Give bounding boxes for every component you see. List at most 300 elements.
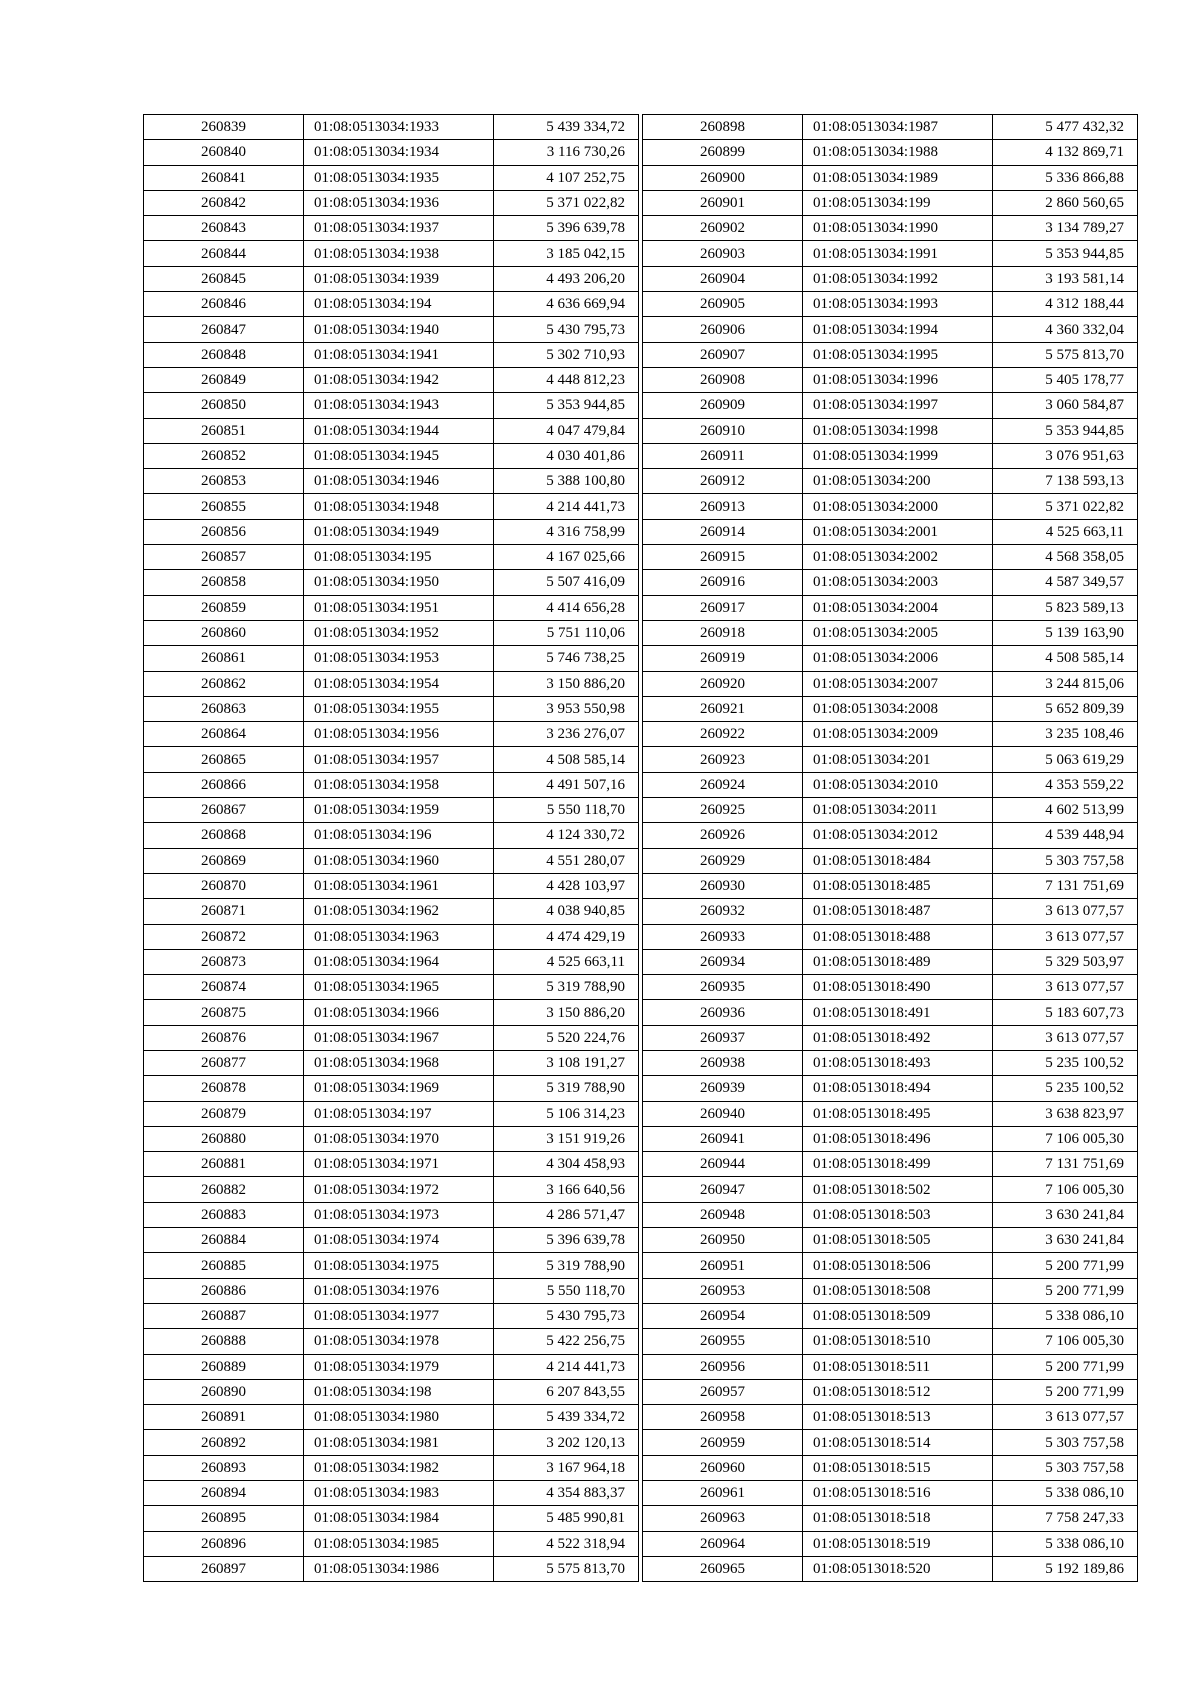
cadastral-number-cell: 01:08:0513034:1936 (304, 190, 494, 215)
cadastral-value-cell: 4 474 429,19 (494, 924, 639, 949)
table-row (144, 165, 639, 190)
cadastral-value-cell: 5 303 757,58 (993, 848, 1138, 873)
parcel-number-cell: 260849 (144, 367, 304, 392)
parcel-number-cell: 260961 (643, 1481, 803, 1506)
cadastral-value-cell: 3 630 241,84 (993, 1228, 1138, 1253)
cadastral-number-cell: 01:08:0513034:1933 (304, 115, 494, 140)
table-row (643, 342, 1138, 367)
table-row (643, 418, 1138, 443)
table-row (144, 899, 639, 924)
cadastral-value-cell: 4 539 448,94 (993, 823, 1138, 848)
cadastral-number-cell: 01:08:0513018:492 (803, 1025, 993, 1050)
table-row (144, 469, 639, 494)
table-row (643, 722, 1138, 747)
parcel-number-cell: 260956 (643, 1354, 803, 1379)
cadastral-number-cell: 01:08:0513034:1935 (304, 165, 494, 190)
table-row (144, 620, 639, 645)
cadastral-number-cell: 01:08:0513034:1965 (304, 975, 494, 1000)
table-row (643, 1481, 1138, 1506)
table-row (643, 1152, 1138, 1177)
parcel-number-cell: 260925 (643, 798, 803, 823)
cadastral-value-cell: 4 551 280,07 (494, 848, 639, 873)
table-row (643, 975, 1138, 1000)
cadastral-value-cell: 5 338 086,10 (993, 1531, 1138, 1556)
table-row (643, 190, 1138, 215)
parcel-number-cell: 260860 (144, 620, 304, 645)
parcel-number-cell: 260958 (643, 1405, 803, 1430)
cadastral-value-cell: 5 192 189,86 (993, 1556, 1138, 1581)
cadastral-number-cell: 01:08:0513034:1971 (304, 1152, 494, 1177)
parcel-number-cell: 260887 (144, 1303, 304, 1328)
parcel-number-cell: 260911 (643, 443, 803, 468)
parcel-number-cell: 260909 (643, 393, 803, 418)
cadastral-number-cell: 01:08:0513018:518 (803, 1506, 993, 1531)
cadastral-number-cell: 01:08:0513034:1972 (304, 1177, 494, 1202)
cadastral-value-cell: 5 183 607,73 (993, 1000, 1138, 1025)
cadastral-value-cell: 4 508 585,14 (993, 646, 1138, 671)
cadastral-number-cell: 01:08:0513034:1967 (304, 1025, 494, 1050)
cadastral-value-cell: 3 166 640,56 (494, 1177, 639, 1202)
table-row (643, 1379, 1138, 1404)
cadastral-number-cell: 01:08:0513034:1975 (304, 1253, 494, 1278)
parcel-number-cell: 260950 (643, 1228, 803, 1253)
cadastral-number-cell: 01:08:0513018:520 (803, 1556, 993, 1581)
parcel-number-cell: 260898 (643, 115, 803, 140)
cadastral-number-cell: 01:08:0513034:197 (304, 1101, 494, 1126)
table-row (144, 1455, 639, 1480)
cadastral-value-cell: 6 207 843,55 (494, 1379, 639, 1404)
table-row (643, 367, 1138, 392)
parcel-number-cell: 260933 (643, 924, 803, 949)
cadastral-value-cell: 5 319 788,90 (494, 975, 639, 1000)
cadastral-value-cell: 3 108 191,27 (494, 1050, 639, 1075)
parcel-number-cell: 260922 (643, 722, 803, 747)
table-row (643, 1253, 1138, 1278)
cadastral-value-cell: 7 131 751,69 (993, 1152, 1138, 1177)
cadastral-value-cell: 3 613 077,57 (993, 924, 1138, 949)
cadastral-value-cell: 7 138 593,13 (993, 469, 1138, 494)
parcel-number-cell: 260936 (643, 1000, 803, 1025)
table-row (144, 1556, 639, 1581)
parcel-number-cell: 260948 (643, 1202, 803, 1227)
table-row (643, 772, 1138, 797)
table-row (144, 241, 639, 266)
parcel-number-cell: 260874 (144, 975, 304, 1000)
cadastral-value-cell: 4 602 513,99 (993, 798, 1138, 823)
parcel-number-cell: 260859 (144, 595, 304, 620)
cadastral-number-cell: 01:08:0513034:1961 (304, 873, 494, 898)
cadastral-value-cell: 3 613 077,57 (993, 975, 1138, 1000)
cadastral-number-cell: 01:08:0513018:509 (803, 1303, 993, 1328)
table-row (643, 1455, 1138, 1480)
table-row (643, 317, 1138, 342)
parcel-number-cell: 260856 (144, 519, 304, 544)
cadastral-value-cell: 3 638 823,97 (993, 1101, 1138, 1126)
parcel-number-cell: 260940 (643, 1101, 803, 1126)
table-row (144, 1278, 639, 1303)
cadastral-number-cell: 01:08:0513034:1999 (803, 443, 993, 468)
cadastral-number-cell: 01:08:0513034:1945 (304, 443, 494, 468)
parcel-number-cell: 260866 (144, 772, 304, 797)
table-row (144, 1354, 639, 1379)
cadastral-number-cell: 01:08:0513034:1949 (304, 519, 494, 544)
table-row (643, 140, 1138, 165)
cadastral-number-cell: 01:08:0513018:505 (803, 1228, 993, 1253)
cadastral-number-cell: 01:08:0513034:1989 (803, 165, 993, 190)
parcel-number-cell: 260892 (144, 1430, 304, 1455)
table-row (643, 747, 1138, 772)
table-row (643, 1000, 1138, 1025)
parcel-number-cell: 260920 (643, 671, 803, 696)
cadastral-number-cell: 01:08:0513034:1981 (304, 1430, 494, 1455)
table-row (643, 1025, 1138, 1050)
parcel-number-cell: 260954 (643, 1303, 803, 1328)
cadastral-value-cell: 3 630 241,84 (993, 1202, 1138, 1227)
cadastral-value-cell: 4 107 252,75 (494, 165, 639, 190)
cadastral-number-cell: 01:08:0513034:1939 (304, 266, 494, 291)
parcel-number-cell: 260906 (643, 317, 803, 342)
cadastral-value-cell: 3 235 108,46 (993, 722, 1138, 747)
cadastral-value-cell: 3 236 276,07 (494, 722, 639, 747)
parcel-number-cell: 260880 (144, 1126, 304, 1151)
cadastral-value-cell: 5 422 256,75 (494, 1329, 639, 1354)
parcel-number-cell: 260884 (144, 1228, 304, 1253)
cadastral-number-cell: 01:08:0513034:2002 (803, 545, 993, 570)
table-row (144, 317, 639, 342)
cadastral-value-cell: 5 353 944,85 (993, 418, 1138, 443)
parcel-number-cell: 260862 (144, 671, 304, 696)
table-row (144, 1000, 639, 1025)
table-row (643, 1050, 1138, 1075)
table-row (643, 620, 1138, 645)
parcel-number-cell: 260953 (643, 1278, 803, 1303)
table-row (144, 1531, 639, 1556)
table-row (643, 1430, 1138, 1455)
table-row (643, 570, 1138, 595)
cadastral-number-cell: 01:08:0513018:491 (803, 1000, 993, 1025)
parcel-number-cell: 260877 (144, 1050, 304, 1075)
parcel-number-cell: 260929 (643, 848, 803, 873)
cadastral-number-cell: 01:08:0513034:1966 (304, 1000, 494, 1025)
cadastral-number-cell: 01:08:0513034:194 (304, 292, 494, 317)
parcel-number-cell: 260848 (144, 342, 304, 367)
cadastral-value-cell: 5 319 788,90 (494, 1253, 639, 1278)
parcel-number-cell: 260882 (144, 1177, 304, 1202)
parcel-number-cell: 260868 (144, 823, 304, 848)
cadastral-value-cell: 3 150 886,20 (494, 1000, 639, 1025)
table-row (144, 519, 639, 544)
cadastral-value-cell: 4 214 441,73 (494, 494, 639, 519)
cadastral-value-cell: 4 124 330,72 (494, 823, 639, 848)
parcel-number-cell: 260944 (643, 1152, 803, 1177)
cadastral-number-cell: 01:08:0513018:508 (803, 1278, 993, 1303)
parcel-number-cell: 260964 (643, 1531, 803, 1556)
cadastral-number-cell: 01:08:0513034:2006 (803, 646, 993, 671)
table-row (144, 671, 639, 696)
table-row (144, 115, 639, 140)
parcel-number-cell: 260921 (643, 696, 803, 721)
cadastral-number-cell: 01:08:0513034:199 (803, 190, 993, 215)
table-row (643, 519, 1138, 544)
cadastral-number-cell: 01:08:0513034:1978 (304, 1329, 494, 1354)
table-row (643, 216, 1138, 241)
cadastral-value-cell: 5 139 163,90 (993, 620, 1138, 645)
cadastral-number-cell: 01:08:0513034:1992 (803, 266, 993, 291)
cadastral-number-cell: 01:08:0513034:1957 (304, 747, 494, 772)
table-row (643, 798, 1138, 823)
cadastral-value-cell: 5 371 022,82 (494, 190, 639, 215)
parcel-number-cell: 260839 (144, 115, 304, 140)
cadastral-number-cell: 01:08:0513034:1979 (304, 1354, 494, 1379)
cadastral-number-cell: 01:08:0513034:1988 (803, 140, 993, 165)
table-row (144, 747, 639, 772)
parcel-number-cell: 260930 (643, 873, 803, 898)
parcel-number-cell: 260947 (643, 1177, 803, 1202)
parcel-number-cell: 260897 (144, 1556, 304, 1581)
cadastral-number-cell: 01:08:0513034:1980 (304, 1405, 494, 1430)
table-row (643, 494, 1138, 519)
cadastral-value-cell: 5 507 416,09 (494, 570, 639, 595)
cadastral-number-cell: 01:08:0513034:2011 (803, 798, 993, 823)
parcel-number-cell: 260876 (144, 1025, 304, 1050)
cadastral-value-cell: 5 200 771,99 (993, 1278, 1138, 1303)
cadastral-value-cell: 4 030 401,86 (494, 443, 639, 468)
parcel-number-cell: 260886 (144, 1278, 304, 1303)
cadastral-value-cell: 4 428 103,97 (494, 873, 639, 898)
table-row (643, 671, 1138, 696)
cadastral-number-cell: 01:08:0513034:1942 (304, 367, 494, 392)
cadastral-number-cell: 01:08:0513018:514 (803, 1430, 993, 1455)
parcel-number-cell: 260844 (144, 241, 304, 266)
cadastral-number-cell: 01:08:0513018:485 (803, 873, 993, 898)
parcel-number-cell: 260853 (144, 469, 304, 494)
parcel-number-cell: 260871 (144, 899, 304, 924)
parcel-number-cell: 260847 (144, 317, 304, 342)
cadastral-number-cell: 01:08:0513034:2001 (803, 519, 993, 544)
parcel-number-cell: 260937 (643, 1025, 803, 1050)
parcel-number-cell: 260890 (144, 1379, 304, 1404)
cadastral-number-cell: 01:08:0513034:1956 (304, 722, 494, 747)
cadastral-number-cell: 01:08:0513034:1943 (304, 393, 494, 418)
cadastral-value-cell: 4 448 812,23 (494, 367, 639, 392)
table-row (643, 949, 1138, 974)
cadastral-value-cell: 4 525 663,11 (993, 519, 1138, 544)
cadastral-value-cell: 3 613 077,57 (993, 1025, 1138, 1050)
cadastral-value-cell: 3 244 815,06 (993, 671, 1138, 696)
table-row (643, 1101, 1138, 1126)
parcel-number-cell: 260908 (643, 367, 803, 392)
cadastral-number-cell: 01:08:0513018:513 (803, 1405, 993, 1430)
cadastral-value-cell: 5 751 110,06 (494, 620, 639, 645)
table-row (643, 469, 1138, 494)
cadastral-value-cell: 5 336 866,88 (993, 165, 1138, 190)
cadastral-value-cell: 5 338 086,10 (993, 1303, 1138, 1328)
table-row (643, 241, 1138, 266)
cadastral-number-cell: 01:08:0513034:200 (803, 469, 993, 494)
cadastral-number-cell: 01:08:0513034:1997 (803, 393, 993, 418)
table-row (144, 570, 639, 595)
cadastral-value-cell: 3 202 120,13 (494, 1430, 639, 1455)
cadastral-value-cell: 3 150 886,20 (494, 671, 639, 696)
parcel-number-cell: 260924 (643, 772, 803, 797)
table-row (144, 646, 639, 671)
table-row (643, 292, 1138, 317)
cadastral-value-cell: 5 396 639,78 (494, 216, 639, 241)
parcel-number-cell: 260850 (144, 393, 304, 418)
cadastral-number-cell: 01:08:0513034:1996 (803, 367, 993, 392)
cadastral-number-cell: 01:08:0513034:1955 (304, 696, 494, 721)
cadastral-number-cell: 01:08:0513034:2000 (803, 494, 993, 519)
cadastral-value-cell: 4 167 025,66 (494, 545, 639, 570)
cadastral-value-cell: 5 430 795,73 (494, 317, 639, 342)
table-row (144, 949, 639, 974)
table-row (643, 1278, 1138, 1303)
cadastral-value-cell: 5 371 022,82 (993, 494, 1138, 519)
parcel-number-cell: 260870 (144, 873, 304, 898)
cadastral-number-cell: 01:08:0513034:1962 (304, 899, 494, 924)
cadastral-number-cell: 01:08:0513034:1986 (304, 1556, 494, 1581)
table-row (144, 1506, 639, 1531)
parcel-number-cell: 260901 (643, 190, 803, 215)
table-row (643, 1202, 1138, 1227)
table-row (144, 1228, 639, 1253)
parcel-number-cell: 260867 (144, 798, 304, 823)
table-row (643, 1076, 1138, 1101)
cadastral-number-cell: 01:08:0513034:1990 (803, 216, 993, 241)
parcel-number-cell: 260904 (643, 266, 803, 291)
cadastral-value-cell: 5 106 314,23 (494, 1101, 639, 1126)
cadastral-number-cell: 01:08:0513034:2010 (803, 772, 993, 797)
cadastral-number-cell: 01:08:0513034:201 (803, 747, 993, 772)
cadastral-number-cell: 01:08:0513034:1995 (803, 342, 993, 367)
cadastral-number-cell: 01:08:0513034:1946 (304, 469, 494, 494)
cadastral-value-cell: 4 304 458,93 (494, 1152, 639, 1177)
table-row (144, 1430, 639, 1455)
table-row (643, 1506, 1138, 1531)
parcel-number-cell: 260883 (144, 1202, 304, 1227)
table-row (144, 595, 639, 620)
table-row (144, 140, 639, 165)
cadastral-number-cell: 01:08:0513034:1994 (803, 317, 993, 342)
cadastral-number-cell: 01:08:0513018:487 (803, 899, 993, 924)
cadastral-value-cell: 4 568 358,05 (993, 545, 1138, 570)
table-row (144, 924, 639, 949)
parcel-number-cell: 260903 (643, 241, 803, 266)
table-row (144, 1253, 639, 1278)
cadastral-number-cell: 01:08:0513034:1963 (304, 924, 494, 949)
parcel-number-cell: 260918 (643, 620, 803, 645)
table-row (144, 393, 639, 418)
table-row (643, 823, 1138, 848)
cadastral-value-cell: 5 520 224,76 (494, 1025, 639, 1050)
cadastral-number-cell: 01:08:0513034:1974 (304, 1228, 494, 1253)
table-row (144, 1405, 639, 1430)
table-row (144, 696, 639, 721)
cadastral-number-cell: 01:08:0513034:1991 (803, 241, 993, 266)
table-row (643, 924, 1138, 949)
cadastral-value-cell: 5 405 178,77 (993, 367, 1138, 392)
cadastral-value-cell: 5 430 795,73 (494, 1303, 639, 1328)
cadastral-value-cell: 4 414 656,28 (494, 595, 639, 620)
cadastral-number-cell: 01:08:0513034:1998 (803, 418, 993, 443)
cadastral-value-cell: 5 575 813,70 (993, 342, 1138, 367)
parcel-number-cell: 260872 (144, 924, 304, 949)
cadastral-value-cell: 4 316 758,99 (494, 519, 639, 544)
cadastral-value-cell: 5 063 619,29 (993, 747, 1138, 772)
cadastral-value-cell: 5 303 757,58 (993, 1430, 1138, 1455)
cadastral-number-cell: 01:08:0513034:1953 (304, 646, 494, 671)
cadastral-number-cell: 01:08:0513018:490 (803, 975, 993, 1000)
table-row (643, 1329, 1138, 1354)
cadastral-number-cell: 01:08:0513034:196 (304, 823, 494, 848)
cadastral-number-cell: 01:08:0513034:1940 (304, 317, 494, 342)
cadastral-value-cell: 5 550 118,70 (494, 1278, 639, 1303)
cadastral-value-cell: 4 047 479,84 (494, 418, 639, 443)
parcel-number-cell: 260885 (144, 1253, 304, 1278)
table-row (144, 1379, 639, 1404)
table-row (643, 899, 1138, 924)
parcel-number-cell: 260965 (643, 1556, 803, 1581)
parcel-number-cell: 260895 (144, 1506, 304, 1531)
parcel-number-cell: 260941 (643, 1126, 803, 1151)
cadastral-number-cell: 01:08:0513018:512 (803, 1379, 993, 1404)
table-row (144, 823, 639, 848)
table-row (144, 1329, 639, 1354)
parcel-table-left (143, 114, 639, 1582)
parcel-number-cell: 260957 (643, 1379, 803, 1404)
cadastral-value-cell: 5 235 100,52 (993, 1076, 1138, 1101)
table-row (643, 393, 1138, 418)
table-row (643, 165, 1138, 190)
cadastral-number-cell: 01:08:0513034:1993 (803, 292, 993, 317)
cadastral-number-cell: 01:08:0513034:2005 (803, 620, 993, 645)
cadastral-number-cell: 01:08:0513018:493 (803, 1050, 993, 1075)
table-row (144, 1025, 639, 1050)
parcel-number-cell: 260938 (643, 1050, 803, 1075)
table-row (144, 1101, 639, 1126)
cadastral-value-cell: 5 439 334,72 (494, 1405, 639, 1430)
cadastral-number-cell: 01:08:0513034:1969 (304, 1076, 494, 1101)
cadastral-number-cell: 01:08:0513034:1977 (304, 1303, 494, 1328)
table-row (643, 1556, 1138, 1581)
cadastral-value-cell: 4 493 206,20 (494, 266, 639, 291)
cadastral-value-cell: 3 167 964,18 (494, 1455, 639, 1480)
parcel-number-cell: 260863 (144, 696, 304, 721)
parcel-number-cell: 260873 (144, 949, 304, 974)
cadastral-number-cell: 01:08:0513034:1959 (304, 798, 494, 823)
table-row (643, 1126, 1138, 1151)
parcel-number-cell: 260842 (144, 190, 304, 215)
table-row (643, 443, 1138, 468)
cadastral-number-cell: 01:08:0513034:2003 (803, 570, 993, 595)
cadastral-number-cell: 01:08:0513034:2008 (803, 696, 993, 721)
cadastral-value-cell: 4 312 188,44 (993, 292, 1138, 317)
table-row (144, 266, 639, 291)
parcel-number-cell: 260857 (144, 545, 304, 570)
cadastral-number-cell: 01:08:0513034:1952 (304, 620, 494, 645)
parcel-number-cell: 260935 (643, 975, 803, 1000)
table-row (144, 292, 639, 317)
table-row (643, 1405, 1138, 1430)
cadastral-number-cell: 01:08:0513018:489 (803, 949, 993, 974)
parcel-number-cell: 260926 (643, 823, 803, 848)
table-row (144, 1050, 639, 1075)
parcel-number-cell: 260889 (144, 1354, 304, 1379)
parcel-number-cell: 260934 (643, 949, 803, 974)
table-row (643, 1303, 1138, 1328)
parcel-number-cell: 260865 (144, 747, 304, 772)
cadastral-number-cell: 01:08:0513034:1941 (304, 342, 494, 367)
